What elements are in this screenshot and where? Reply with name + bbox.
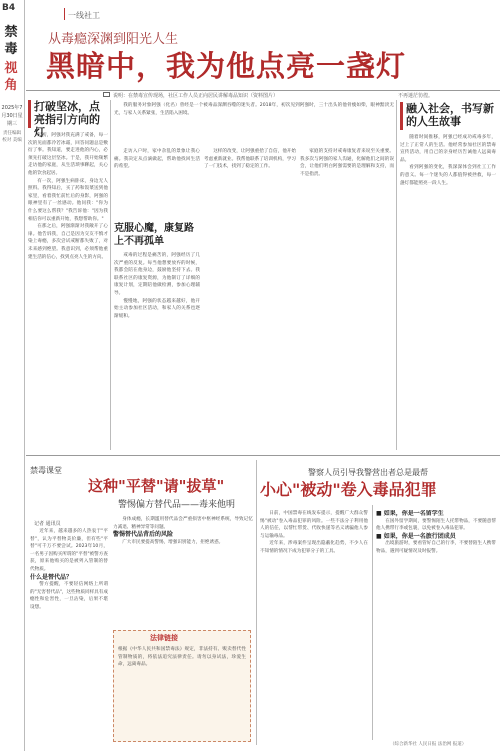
editor-credits: 责任编辑 校对 美编 [2, 131, 22, 143]
column-tag: 一线社工 [68, 11, 100, 20]
paragraph: 家庭的支持对戒毒康复者来说至关重要。我多次与阿强的家人沟通，化解他们之间的误会，让他们明白阿强需要的是理解和支持，而不是指责。 [300, 149, 394, 177]
article3-kicker: 警察人员引导我警营出者总是最帮 [308, 468, 428, 477]
source-footer: （综合新华社 人民日报 法治网 报道） [390, 742, 467, 747]
page-number: B4 [2, 3, 16, 13]
paragraph: 戒毒的过程是痛苦的，阿强经历了几次严重的反复。每当他想要放弃的时候，我都会陪在他身边，鼓励他坚持下去。我联系社区的康复资源，为他制订了详细的康复计划，定期陪他做检测，参加心理辅导。 [114, 253, 200, 296]
article1-intro [114, 102, 394, 146]
paragraph: 近年来，涉毒案件呈现出隐蔽化趋势，不少人在不知情的情况下成为犯罪分子的工具。 [260, 541, 368, 554]
headline-bar [28, 100, 31, 128]
article1-right-text [400, 134, 496, 450]
issue-date: 2025年7月30日星期三 [1, 105, 23, 127]
inset-text: 根据《中华人民共和国禁毒法》规定，非法持有、贩卖替代性管制物质的，将依法追究法律责任。请勿以身试法，珍爱生命，远离毒品。 [118, 647, 246, 668]
article1-col3 [204, 148, 296, 448]
article2-text2 [113, 516, 253, 626]
lead-head: 打破坚冰，点亮指引方向的灯 [34, 100, 100, 139]
article1-left-text [28, 132, 108, 448]
paragraph: 在那之后，阿强渐渐对我敞开了心扉。他告诉我，自己是因为交友不慎才染上毒瘾，多次尝试戒断都失败了，对未来感到绝望。我意识到，必须帮他重建生活的信心，找到点亮人生的方向。 [28, 224, 108, 260]
column-divider [110, 100, 111, 450]
article3-title: 小心"被动"卷入毒品犯罪 [260, 480, 437, 499]
paragraph: 广大市民要提高警惕，增强识别能力，拒绝诱惑。 [122, 539, 224, 545]
sub-head: ■ 如果，你是一名留学生 [376, 510, 444, 517]
article2-subtitle: 警惕偏方替代品——毒来他明 [118, 500, 236, 510]
paragraph: 我的服务对象阿强（化名）曾经是一个被毒品深渊吞噬的迷失者。2018年，初次见到阿强时，三十出头的他骨瘦如柴，眼神黯淡无光，与家人关系紧张，生活陷入困境。 [114, 103, 394, 116]
article2-title: 这种"平替"请"拔草" [88, 477, 225, 495]
paragraph: 走访入户时，家中杂乱的景象让我心痛。我决定从点滴做起，帮助他找回生活的希望。 [114, 149, 200, 170]
paragraph: 在国外留学期间，要警惕陌生人托带物品，不要随意帮他人携带行李或包裹，以免被卷入毒品犯罪。 [376, 518, 496, 532]
paragraph: 随着时间推移，阿强已经成功戒毒多年，过上了正常人的生活。他经常参加社区的禁毒宣传活动，用自己的亲身经历告诫他人远离毒品。 [400, 135, 496, 163]
section-rule [26, 455, 500, 456]
section-name: 禁毒 [4, 25, 18, 57]
paragraph: 出境旅游时，要看管好自己的行李，不要替陌生人携带物品，遇到可疑情况及时报警。 [376, 541, 496, 554]
mid-head: 克服心魔，康复路上不再孤单 [114, 223, 194, 247]
column-divider [256, 460, 257, 745]
paragraph: 这样的改变，让阿强重拾了自信，他开始考虑重新就业。我帮他联系了培训机构，学习了一门技术，找到了稳定的工作。 [204, 149, 296, 170]
right-head: 融入社会，书写新的人生故事 [406, 102, 494, 128]
header-rule [26, 90, 500, 91]
paragraph: 近年来，越来越多的人热衷于"平替"，认为平替物美价廉，但有些"平替"可千万不要尝试。2023年10月，一名男子因购买所谓的"平替"被警方查获，原来他购买的是被列入管制的替代物质。 [30, 529, 108, 572]
article-headline: 黑暗中，我为他点亮一盏灯 [46, 49, 407, 83]
section-label: 禁毒课堂 [30, 466, 62, 475]
tag-marker [64, 8, 65, 20]
article1-mid-text2 [114, 252, 200, 448]
paragraph: 有一次，阿强生病卧床，身边无人照料。我得知后，买了药和饭菜送到他家里，看着我忙前忙后的身影，阿强的眼神里有了一丝感动。他问我："你为什么要这么帮我？"我告诉他："因为我相信你可以重新开始，我想帮助你。" [28, 178, 108, 222]
headline-bar [400, 102, 403, 130]
sub-head: 警惕替代品背后的风险 [113, 531, 174, 539]
article2-byline: 记者 通讯员 [34, 521, 61, 527]
article2-text1 [30, 528, 108, 742]
section-name-2: 视角 [4, 61, 18, 93]
paragraph: 看到阿强的变化，我深深体会到社工工作的意义。每一个迷失的人都值得被拯救，每一盏灯都能照亮一段人生。 [400, 165, 496, 186]
sub-head: ■ 如果，你是一名旅行团成员 [376, 532, 456, 540]
paragraph: 日前，中国禁毒在线发布提示，提醒广大群众警惕"被动"卷入毒品犯罪的风险。一些不法分子利用他人的信任，以帮忙带货、代收快递等名义诱骗他人参与运输毒品。 [260, 511, 368, 539]
paragraph: 警方提醒，不要轻信网络上所谓的"无害替代品"，这些物质同样具有成瘾性和危害性，一旦沾染，后果不堪设想。 [30, 582, 108, 610]
article1-mid-text [114, 148, 200, 218]
article-subtitle: 从毒瘾深渊到阳光人生 [48, 32, 179, 47]
column-divider [372, 505, 373, 740]
column-divider [396, 100, 397, 450]
paragraph: 起初，阿强对我充满了戒备，每一次的见面都冷若冰霜，回答问题总是敷衍了事。我知道，要走进他的内心，必须先打破这层坚冰。于是，我开始频繁走访他的家庭，从生活琐事聊起，关心他的饮食起居。 [28, 133, 108, 176]
photo-caption: 说明：在禁毒宣传现场，社区工作人员正向居民讲解毒品知识（资料图片） [113, 93, 279, 99]
sidebar-divider [24, 0, 25, 751]
article3-text2 [376, 510, 496, 738]
camera-icon [103, 92, 110, 97]
inset-title: 法律链接 [150, 634, 178, 642]
right-note: 不再迷茫彷徨。 [398, 93, 434, 99]
article3-text1 [260, 510, 368, 740]
paragraph: 慢慢地，阿强的状态越来越好，他开始主动参加社区活动，和家人的关系也逐渐缓和。 [114, 298, 200, 319]
paragraph: 身体成瘾，长期滥用替代品会严重损害中枢神经系统，导致记忆力减退、精神异常等问题。 [113, 517, 253, 530]
sub-head: 什么是替代品？ [30, 573, 73, 581]
article1-col4 [300, 148, 394, 448]
